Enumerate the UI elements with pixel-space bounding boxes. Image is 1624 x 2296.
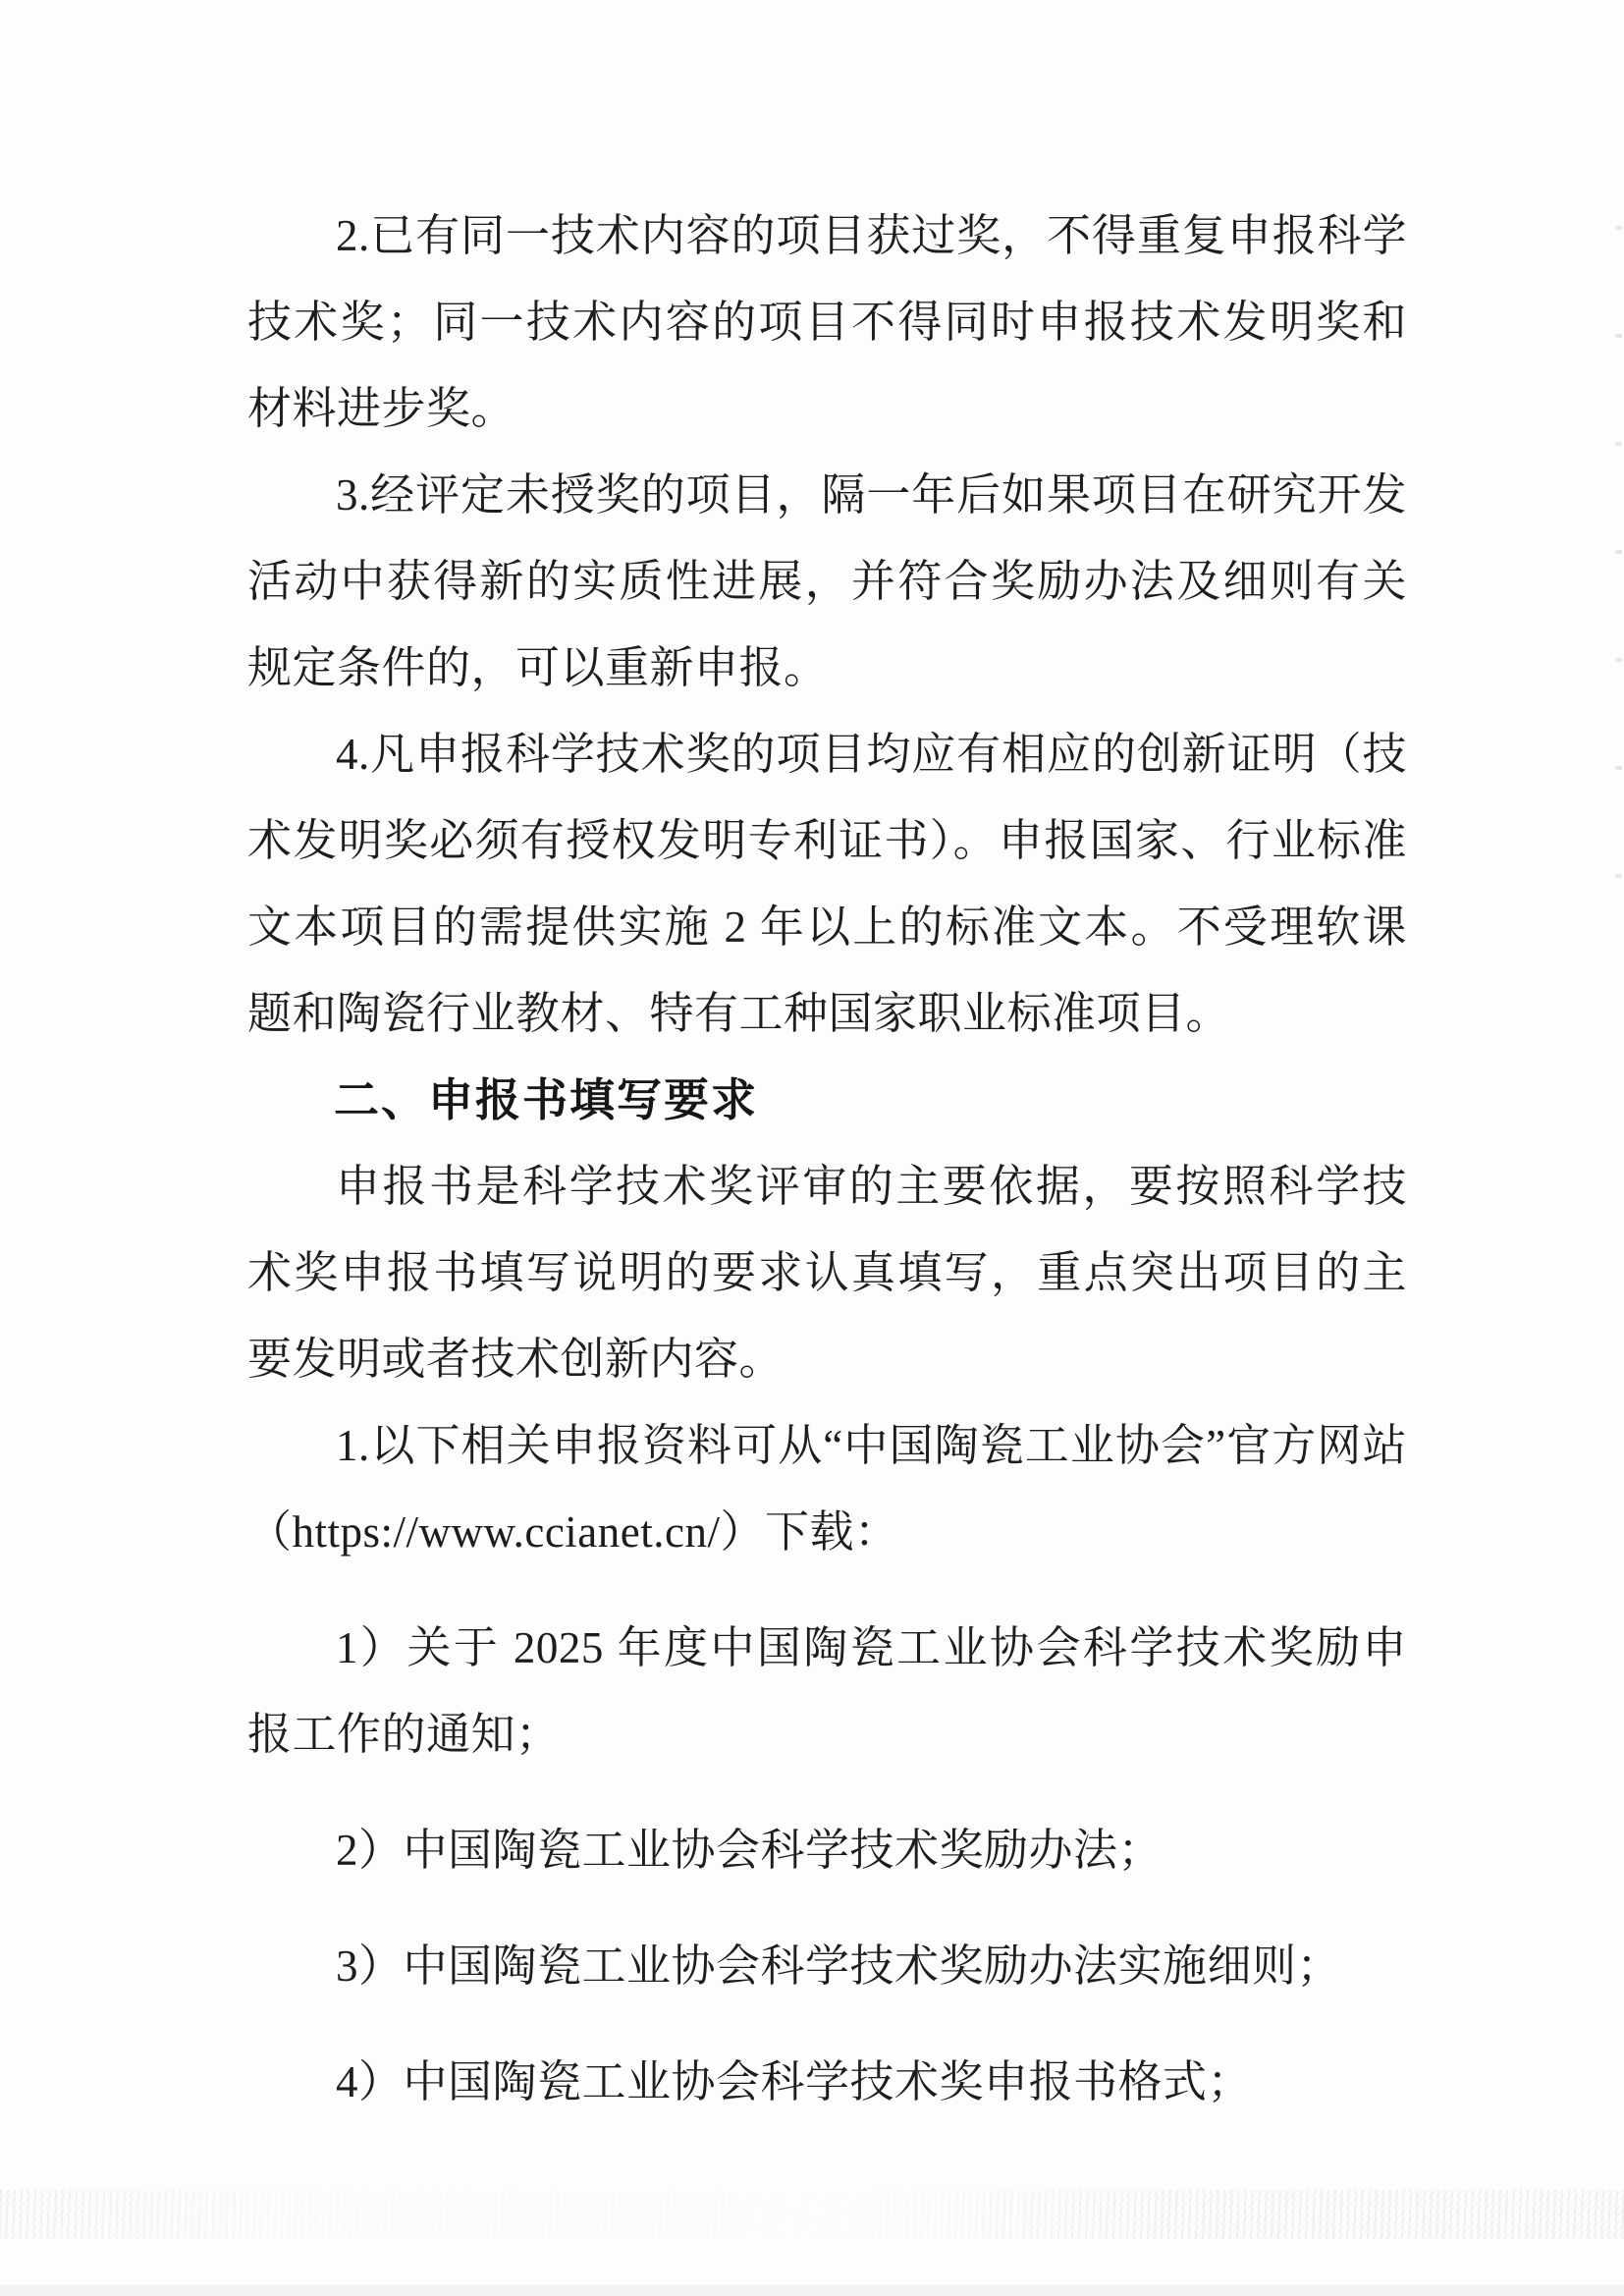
section-2-heading: 二、申报书填写要求 [334, 1074, 758, 1125]
scan-bottom-edge [0, 2285, 1624, 2296]
download-item-3: 3）中国陶瓷工业协会科学技术奖励办法实施细则； [336, 1941, 1342, 1991]
clause-3-paragraph: 3.经评定未授奖的项目，隔一年后如果项目在研究开发活动中获得新的实质性进展，并符合奖励办法及细则有关规定条件的，可以重新申报。 [247, 470, 1407, 692]
scan-right-edge-artifacts [1615, 226, 1622, 933]
clause-2-paragraph: 2.已有同一技术内容的项目获过奖，不得重复申报科学技术奖；同一技术内容的项目不得同时申报技术发明奖和材料进步奖。 [247, 211, 1407, 433]
page-content [247, 192, 1407, 2125]
clause-4-paragraph: 4.凡申报科学技术奖的项目均应有相应的创新证明（技术发明奖必须有授权发明专利证书）。申报国家、行业标准文本项目的需提供实施 2 年以上的标准文本。不受理软课题和陶瓷行业教材、特有工种国家职业标准项目。 [247, 730, 1407, 1038]
scan-noise-band [0, 2190, 1624, 2239]
section-2-intro-paragraph: 申报书是科学技术奖评审的主要依据，要按照科学技术奖申报书填写说明的要求认真填写，重点突出项目的主要发明或者技术创新内容。 [247, 1162, 1407, 1384]
download-item-1: 1）关于 2025 年度中国陶瓷工业协会科学技术奖励申报工作的通知； [247, 1623, 1407, 1759]
download-item-4: 4）中国陶瓷工业协会科学技术奖申报书格式； [336, 2057, 1253, 2106]
download-note-paragraph: 1.以下相关申报资料可从“中国陶瓷工业协会”官方网站（https://www.ccianet.cn/）下载： [247, 1421, 1407, 1557]
download-item-2: 2）中国陶瓷工业协会科学技术奖励办法； [336, 1826, 1164, 1875]
